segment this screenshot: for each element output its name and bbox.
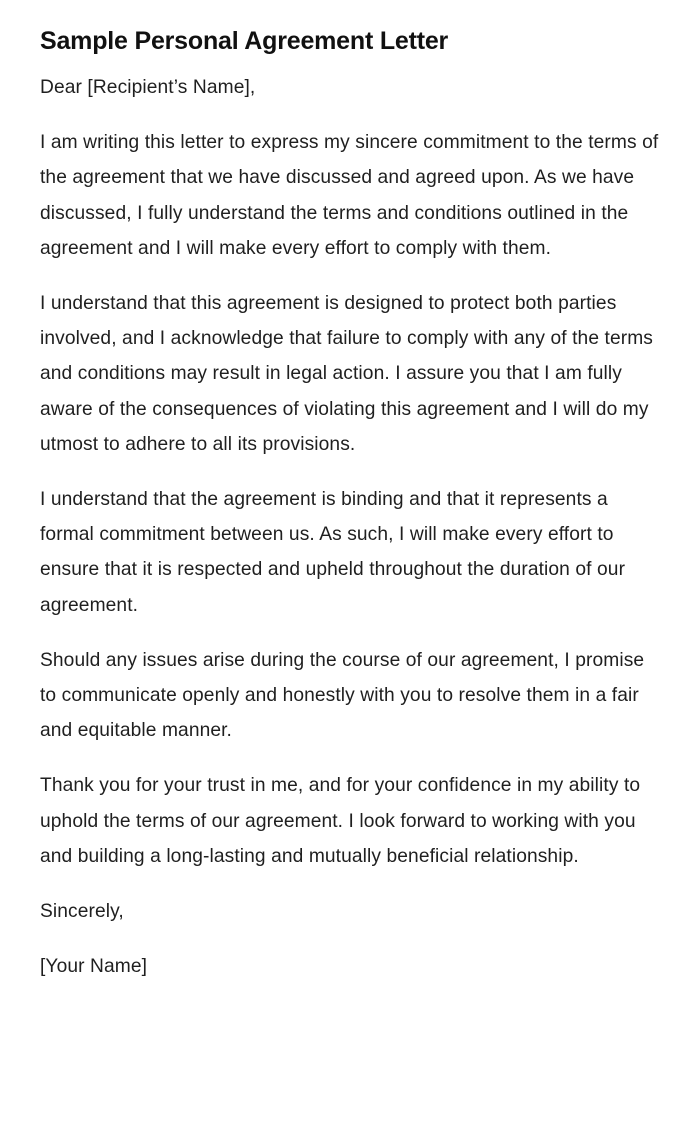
- closing: Sincerely,: [40, 901, 124, 923]
- paragraph-protection: I understand that this agreement is designed to protect both parties involved, and I acknowledge that failure to comply with any of the terms and conditions may result in legal action. I assure you that I am fully aware of the consequences of violating this agreement and I will do my utmost to adhere to all its provisions.: [40, 293, 653, 455]
- paragraph-issues: Should any issues arise during the course of our agreement, I promise to communicate openly and honestly with you to resolve them in a fair and equitable manner.: [40, 649, 645, 742]
- letter-title: Sample Personal Agreement Letter: [40, 27, 449, 55]
- signature-placeholder: [Your Name]: [40, 956, 148, 978]
- paragraph-commitment: I am writing this letter to express my sincere commitment to the terms of the agreement that we have discussed and agreed upon. As we have discussed, I fully understand the terms and conditions outlined in the agreement and I will make every effort to comply with them.: [40, 132, 659, 259]
- paragraph-thanks: Thank you for your trust in me, and for your confidence in my ability to uphold the terms of our agreement. I look forward to working with you and building a long-lasting and mutually beneficial relationship.: [40, 775, 641, 867]
- salutation: Dear [Recipient’s Name],: [40, 77, 256, 98]
- paragraph-binding: I understand that the agreement is binding and that it represents a formal commitment between us. As such, I will make every effort to ensure that it is respected and upheld throughout the duration of our agreement.: [40, 489, 626, 616]
